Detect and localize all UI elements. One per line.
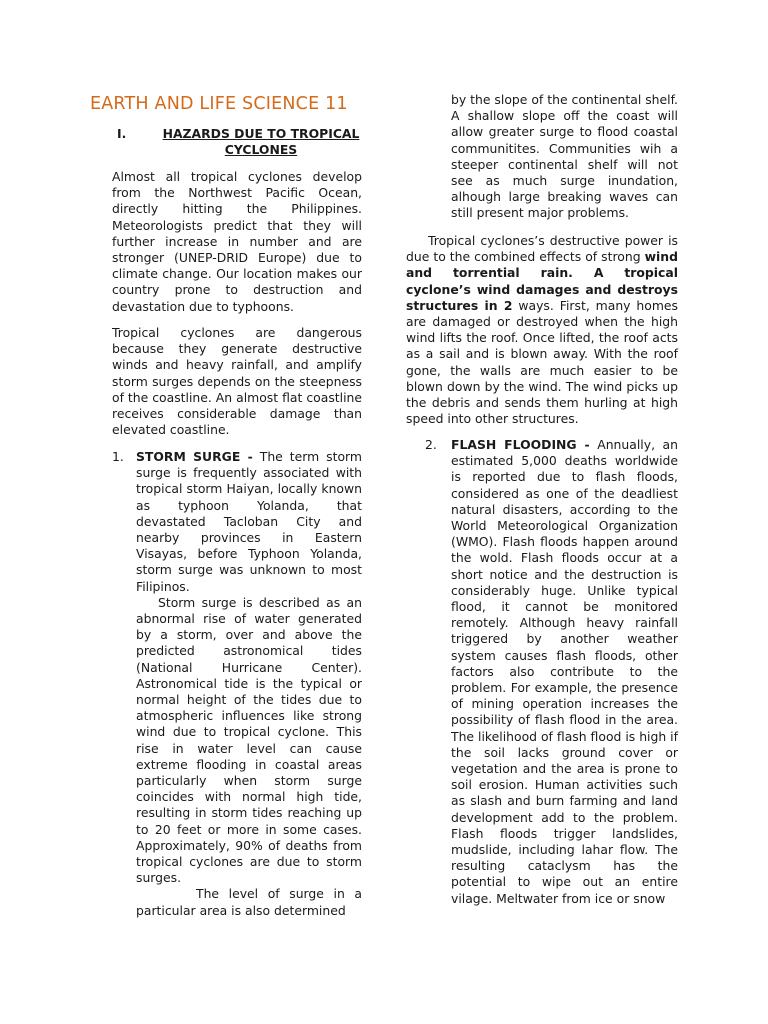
storm-surge-definition: Storm surge is described as an abnormal rise of water generated by a storm, over and above the predicted astronomical tides (National Hurricane Center). Astronomical tide is the typical or normal height of the tides due to atmospheric influences like strong wind due to tropical cyclone. This rise in water level can cause extreme flooding in coastal areas particularly when storm surge coincides with normal high tide, resulting in storm tides reaching up to 20 feet or more in some cases. Approximately, 90% of deaths from tropical cyclones are due to storm surges. [136,594,362,886]
dangers-paragraph: Tropical cyclones are dangerous because they generate destructive winds and heavy rainfall, and amplify storm surges depends on the steepness of the coastline. An almost flat coastline receives considerable damage than elevated coastline. [112,325,362,438]
section-number: I. [117,126,127,141]
surge-level-paragraph: The level of surge in a particular area is also determined [136,886,362,918]
continued-paragraph: by the slope of the continental shelf. A shallow slope off the coast will allow greater surge to flood coastal communitites. Communities wih a steeper continental shelf will not see as much surge inundation, alhough large breaking waves can still present major problems. [451,92,678,221]
list-number: 1. [112,449,124,464]
intro-paragraph: Almost all tropical cyclones develop from the Northwest Pacific Ocean, directly hitting the Philippines. Meteorologists predict that they will further increase in number and are stronger (UNEP-DRID Europe) due to climate change. Our location makes our country prone to destruction and devastation due to typhoons. [112,169,362,314]
document-title: EARTH AND LIFE SCIENCE 11 [90,94,348,114]
storm-surge-paragraph: STORM SURGE - The term storm surge is frequently associated with tropical storm Haiyan, locally known as typhoon Yolanda, that devastated Tacloban City and nearby provinces in Eastern Visayas, before Typhoon Yolanda, storm surge was unknown to most Filipinos. [136,449,362,594]
term-storm-surge: STORM SURGE - [136,449,253,464]
wind-bold-text: wind and torrential rain. A tropical cyclone’s wind damages and destroys structures in 2 [406,249,678,313]
term-flash-flooding: FLASH FLOODING - [451,437,590,452]
wind-paragraph: Tropical cyclones’s destructive power is due to the combined effects of strong wind and torrential rain. A tropical cyclone’s wind damages and destroys structures in 2 ways. First, many homes are damaged or destroyed when the high wind lifts the roof. Once lifted, the roof acts as a sail and is blown away. With the roof gone, the walls are much easier to be blown down by the wind. The wind picks up the debris and sends them hurling at high speed into other structures. [406,233,678,427]
list-number: 2. [425,437,437,452]
section-title: HAZARDS DUE TO TROPICAL CYCLONES [162,126,360,157]
flash-flooding-paragraph: FLASH FLOODING - Annually, an estimated 5,000 deaths worldwide is reported due to flash floods, considered as one of the deadliest natural disasters, according to the World Meteorological Organization (WMO). Flash floods happen around the wold. Flash floods occur at a short notice and the destruction is considerably huge. Unlike typical flood, it cannot be monitored remotely. Although heavy rainfall triggered by another weather system causes flash floods, other factors also contribute to the problem. For example, the presence of mining operation increases the possibility of flash flood in the area. The likelihood of flash flood is high if the soil lacks ground cover or vegetation and the area is prone to soil erosion. Human activities such as slash and burn farming and land development add to the problem. Flash floods trigger landslides, mudslide, including lahar flow. The resulting cataclysm has the potential to wipe out an entire vilage. Meltwater from ice or snow [451,437,679,906]
